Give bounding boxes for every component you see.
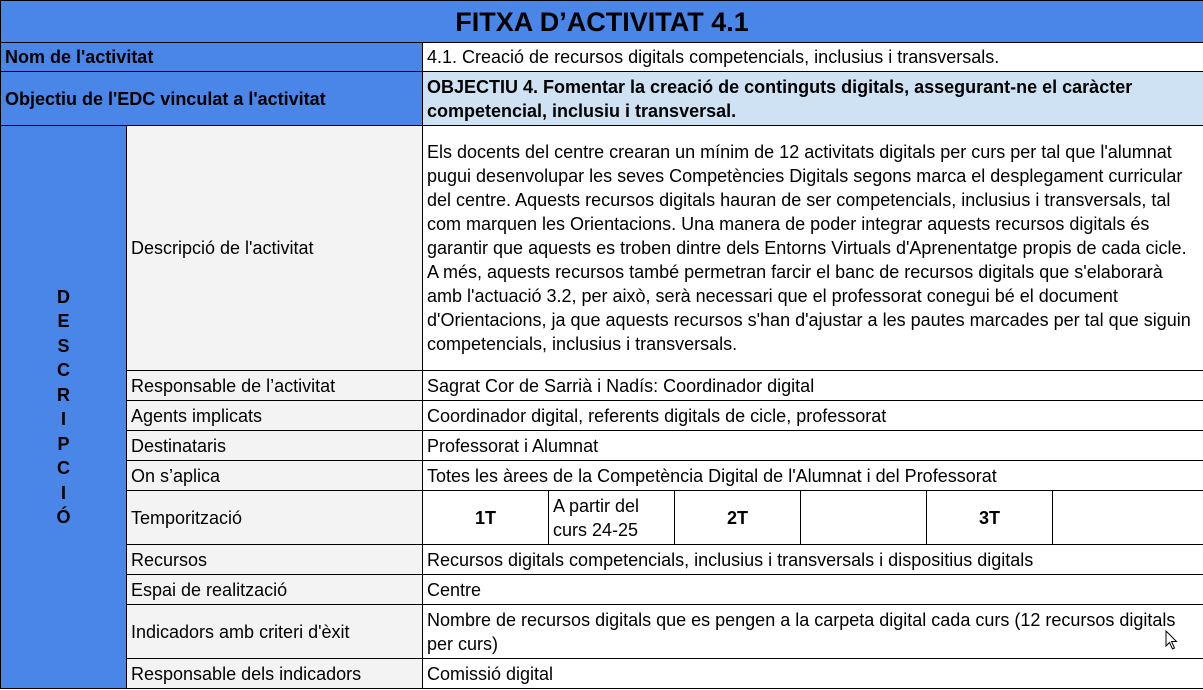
agents-value: Coordinador digital, referents digitals de cicle, professorat: [423, 401, 1203, 431]
indicators-label: Indicadors amb criteri d'èxit: [127, 605, 423, 659]
indicators-value: Nombre de recursos digitals que es pengen a la carpeta digital cada curs (12 recursos digitals per curs): [423, 605, 1203, 659]
indicators-responsible-value: Comissió digital: [423, 659, 1203, 689]
applies-label: On s’aplica: [127, 461, 423, 491]
timing-t2-note: [801, 491, 927, 545]
resources-value: Recursos digitals competencials, inclusius i transversals i dispositius digitals: [423, 545, 1203, 575]
description-label: Descripció de l'activitat: [127, 126, 423, 371]
applies-value: Totes les àrees de la Competència Digital de l'Alumnat i del Professorat: [423, 461, 1203, 491]
description-side-label: D E S C R I P C I Ó: [1, 126, 127, 689]
timing-t1-note: A partir del curs 24-25: [549, 491, 675, 545]
resources-label: Recursos: [127, 545, 423, 575]
mouse-pointer-icon: [1165, 630, 1179, 650]
space-value: Centre: [423, 575, 1203, 605]
indicators-responsible-label: Responsable dels indicadors: [127, 659, 423, 689]
timing-t3-note: [1053, 491, 1203, 545]
timing-t1: 1T: [423, 491, 549, 545]
space-label: Espai de realització: [127, 575, 423, 605]
timing-t3: 3T: [927, 491, 1053, 545]
activity-name-label: Nom de l'activitat: [1, 43, 423, 72]
timing-t2: 2T: [675, 491, 801, 545]
responsible-value: Sagrat Cor de Sarrià i Nadís: Coordinador digital: [423, 371, 1203, 401]
activity-name-value: 4.1. Creació de recursos digitals competencials, inclusius i transversals.: [423, 43, 1203, 72]
responsible-label: Responsable de l’activitat: [127, 371, 423, 401]
agents-label: Agents implicats: [127, 401, 423, 431]
recipients-label: Destinataris: [127, 431, 423, 461]
objective-label: Objectiu de l'EDC vinculat a l'activitat: [1, 72, 423, 126]
sheet-title: FITXA D’ACTIVITAT 4.1: [1, 1, 1203, 43]
timing-label: Temporització: [127, 491, 423, 545]
recipients-value: Professorat i Alumnat: [423, 431, 1203, 461]
description-value: Els docents del centre crearan un mínim de 12 activitats digitals per curs per tal que l'alumnat pugui desenvolupar les seves Competències Digitals segons marca el desplegament curricular del centre. Aquests recursos digitals hauran de ser competencials, inclusius i transversals, tal com marquen les Orientacions. Una manera de poder integrar aquests recursos digitals és garantir que aquests es troben dintre dels Entorns Virtuals d'Aprenentatge propis de cada cicle. A més, aquests recursos també permetran farcir el banc de recursos digitals que s'elaborarà amb l'actuació 3.2, per això, serà necessari que el professorat conegui bé el document d'Orientacions, ja que aquests recursos s'han d'ajustar a les pautes marcades per tal que siguin competencials, inclusius i transversals.: [423, 126, 1203, 371]
objective-value: OBJECTIU 4. Fomentar la creació de continguts digitals, assegurant-ne el caràcter competencial, inclusiu i transversal.: [423, 72, 1203, 126]
